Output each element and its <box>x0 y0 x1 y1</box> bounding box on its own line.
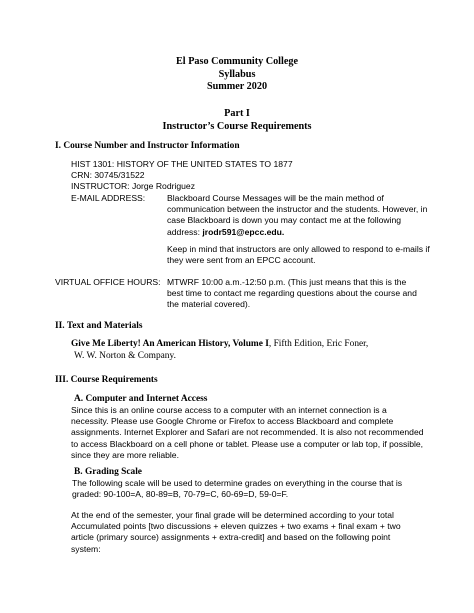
final-grade-text <box>71 510 401 555</box>
email-note <box>167 244 430 266</box>
office-hours-line: the material covered). <box>167 299 251 310</box>
email-label: E-MAIL ADDRESS: <box>71 193 146 203</box>
course-title: HIST 1301: HISTORY OF THE UNITED STATES TO 1877 <box>71 159 293 169</box>
title-block <box>0 56 474 94</box>
email-note-line: Keep in mind that instructors are only allowed to respond to e-mails if <box>167 244 430 254</box>
part-number: Part I <box>224 108 250 119</box>
final-grade-line: article (primary source) assignments + extra-credit] and based on the following point <box>71 532 391 543</box>
subsection-a-heading: A. Computer and Internet Access <box>74 394 208 404</box>
subsection-a-text <box>71 405 424 461</box>
email-line: communication between the instructor and the students. However, in <box>167 204 428 215</box>
subsection-a-line: since they are more reliable. <box>71 449 179 460</box>
office-hours-line: MTWRF 10:00 a.m.-12:50 p.m. (This just means that this is the <box>167 277 407 287</box>
subsection-b-heading: B. Grading Scale <box>74 467 142 477</box>
email-line <box>167 227 427 238</box>
email-note-line: they were sent from an EPCC account. <box>167 255 316 266</box>
email-line: Blackboard Course Messages will be the main method of <box>167 193 384 203</box>
final-grade-line: Accumulated points [two discussions + eleven quizzes + two exams + final exam + two <box>71 521 401 532</box>
term: Summer 2020 <box>206 81 268 92</box>
textbook-title: Give Me Liberty! An American History, Volume I <box>71 339 269 349</box>
office-hours-label: VIRTUAL OFFICE HOURS: <box>55 277 161 287</box>
course-info <box>71 159 293 193</box>
email-paragraph <box>167 193 427 238</box>
document-type: Syllabus <box>218 68 256 80</box>
subsection-b-text <box>72 478 402 500</box>
college-name: El Paso Community College <box>176 56 298 67</box>
textbook-edition: , Fifth Edition, Eric Foner, <box>268 339 369 349</box>
email-address[interactable]: jrodr591@epcc.edu. <box>202 226 285 237</box>
grading-scale-line: The following scale will be used to determine grades on everything in the course that is <box>72 478 403 488</box>
email-line: case Blackboard is down you may contact me at the following <box>167 215 402 226</box>
subsection-a-line: Since this is an online course access to a computer with an internet connection is a <box>71 405 387 415</box>
grading-scale-line: graded: 90-100=A, 80-89=B, 70-79=C, 60-69=D, 59-0=F. <box>72 489 289 500</box>
part-block <box>0 108 474 133</box>
textbook-line <box>71 339 368 351</box>
section-3-heading: III. Course Requirements <box>55 375 158 385</box>
final-grade-line: At the end of the semester, your final grade will be determined according to your total <box>71 510 394 520</box>
subsection-a-line: necessity. Please use Google Chrome or Firefox to access Blackboard and complete <box>71 416 394 427</box>
crn: CRN: 30745/31522 <box>71 170 145 181</box>
textbook <box>71 339 368 362</box>
email-address-prefix: address: <box>167 226 203 237</box>
section-2-heading: II. Text and Materials <box>55 321 143 331</box>
part-title: Instructor’s Course Requirements <box>162 120 312 132</box>
final-grade-line: system: <box>71 543 101 554</box>
office-hours-line: best time to contact me regarding questions about the course and <box>167 288 417 299</box>
subsection-a-line: assignments. Internet Explorer and Safari are not recommended. It is also not recommended <box>71 427 424 438</box>
section-1-heading: I. Course Number and Instructor Information <box>55 141 240 151</box>
office-hours-text <box>167 277 417 311</box>
instructor: INSTRUCTOR: Jorge Rodriguez <box>71 181 196 192</box>
subsection-a-line: to access Blackboard on a cell phone or tablet. Please use a computer or lab top, if possible, <box>71 438 424 449</box>
textbook-publisher: W. W. Norton & Company. <box>74 350 176 361</box>
